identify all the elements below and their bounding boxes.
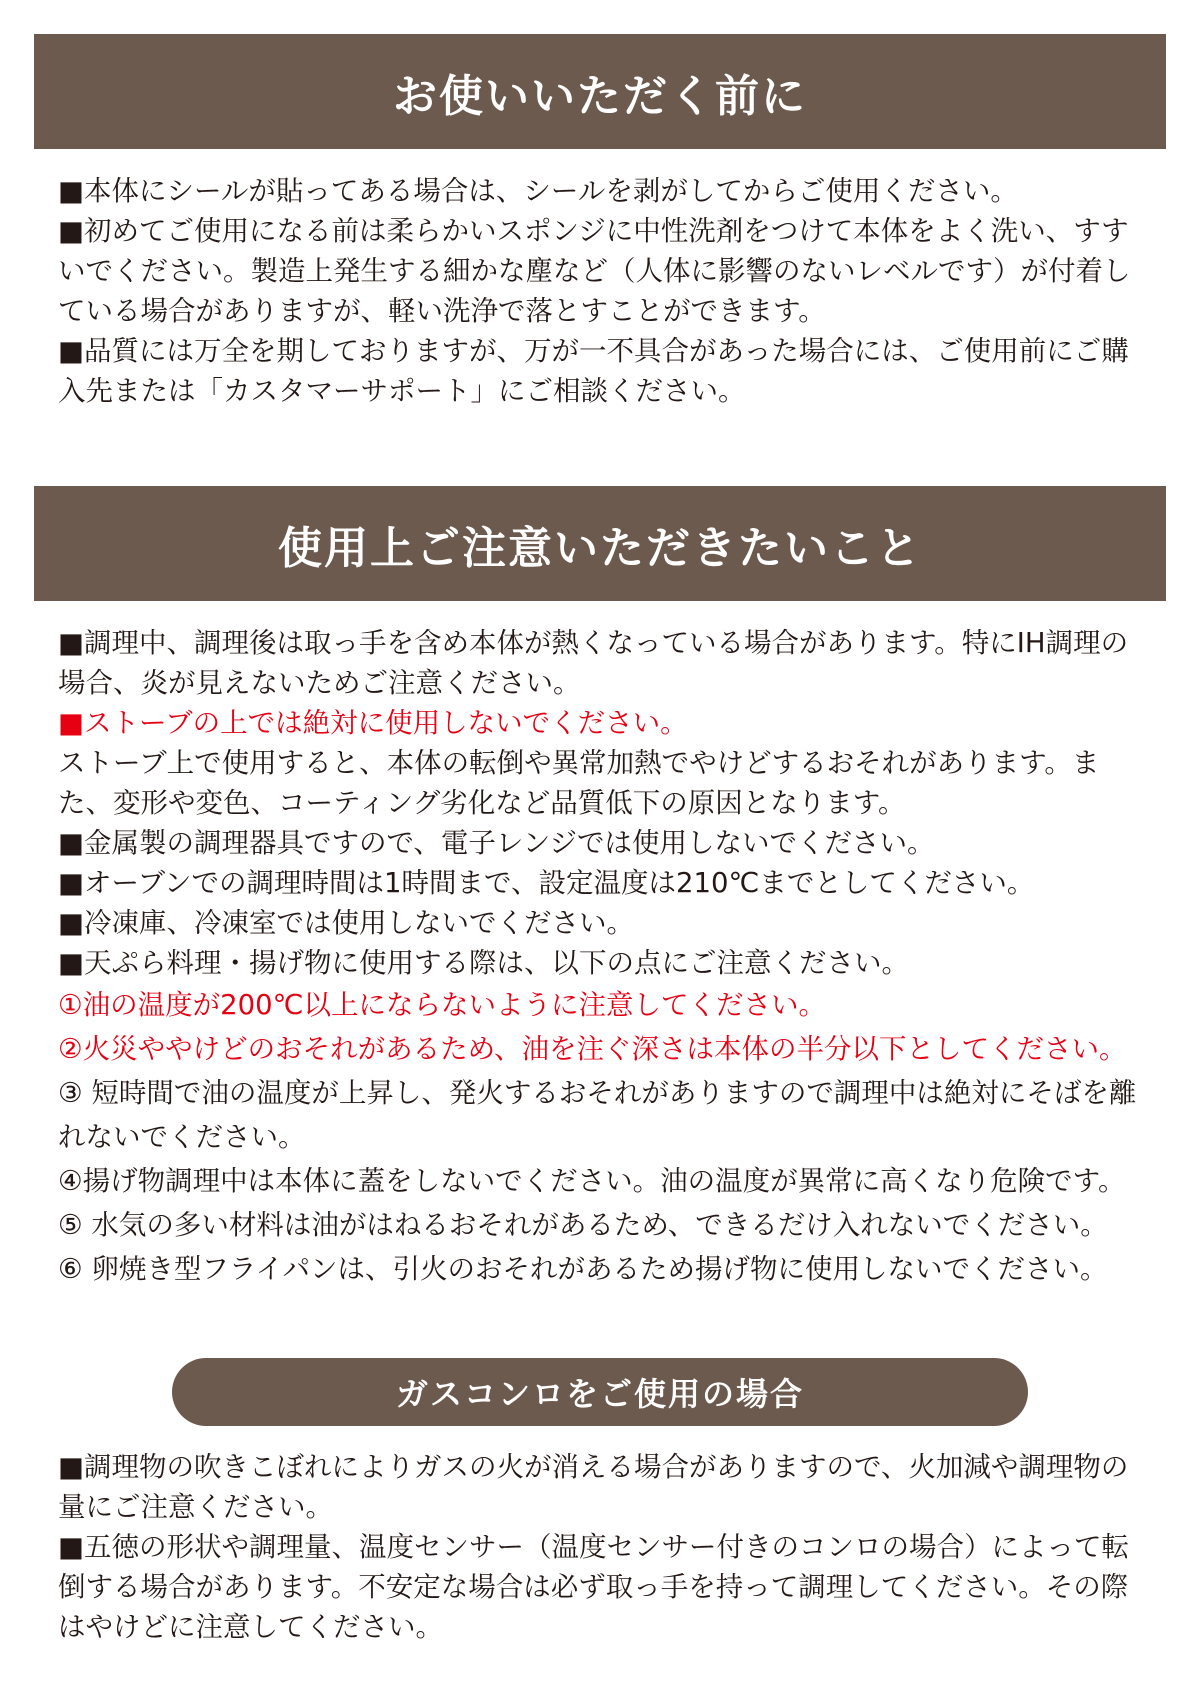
paragraph: ■初めてご使用になる前は柔らかいスポンジに中性洗剤をつけて本体をよく洗い、すすいでください。製造上発生する細かな塵など（人体に影響のないレベルです）が付着している場合がありますが、軽い洗浄で落とすことができます。: [58, 215, 1131, 327]
paragraph: ■調理物の吹きこぼれによりガスの火が消える場合がありますので、火加減や調理物の量にご注意ください。: [58, 1451, 1129, 1523]
paragraph: ■調理中、調理後は取っ手を含め本体が熱くなっている場合があります。特にIH調理の場合、炎が見えないためご注意ください。: [58, 627, 1129, 699]
before-use-text: [58, 171, 1148, 411]
paragraph: ■金属製の調理器具ですので、電子レンジでは使用しないでください。: [58, 827, 935, 859]
section-title: ガスコンロをご使用の場合: [395, 1375, 804, 1413]
numbered-item: ③ 短時間で油の温度が上昇し、発火するおそれがありますので調理中は絶対にそばを離れないでください。: [58, 1077, 1137, 1153]
paragraph: ■品質には万全を期しておりますが、万が一不具合があった場合には、ご使用前にご購入先または「カスタマーサポート」にご相談ください。: [58, 335, 1129, 407]
paragraph: ■本体にシールが貼ってある場合は、シールを剥がしてからご使用ください。: [58, 175, 1018, 207]
numbered-item: ④揚げ物調理中は本体に蓋をしないでください。油の温度が異常に高くなり危険です。: [58, 1165, 1126, 1197]
cautions-text: [58, 623, 1148, 1291]
stove-warning: ■ストーブの上では絶対に使用しないでください。: [58, 707, 688, 739]
section-title: 使用上ご注意いただきたいこと: [278, 522, 922, 574]
section-header-before-use: [34, 34, 1166, 149]
paragraph: ストーブ上で使用すると、本体の転倒や異常加熱でやけどするおそれがあります。また、変形や変色、コーティング劣化など品質低下の原因となります。: [58, 747, 1100, 819]
section-title: お使いいただく前に: [393, 70, 807, 122]
paragraph: ■オーブンでの調理時間は1時間まで、設定温度は210℃までとしてください。: [58, 867, 1035, 899]
section-header-cautions: [34, 486, 1166, 601]
section-header-gas-stove: [172, 1358, 1028, 1426]
numbered-item: ⑥ 卵焼き型フライパンは、引火のおそれがあるため揚げ物に使用しないでください。: [58, 1253, 1108, 1285]
paragraph: ■天ぷら料理・揚げ物に使用する際は、以下の点にご注意ください。: [58, 947, 909, 979]
numbered-item: ⑤ 水気の多い材料は油がはねるおそれがあるため、できるだけ入れないでください。: [58, 1209, 1108, 1241]
gas-stove-text: [58, 1447, 1148, 1647]
numbered-warning: ②火災ややけどのおそれがあるため、油を注ぐ深さは本体の半分以下としてください。: [58, 1033, 1127, 1065]
paragraph: ■冷凍庫、冷凍室では使用しないでください。: [58, 907, 634, 939]
paragraph: ■五徳の形状や調理量、温度センサー（温度センサー付きのコンロの場合）によって転倒する場合があります。不安定な場合は必ず取っ手を持って調理してください。その際はやけどに注意してください。: [58, 1531, 1129, 1643]
numbered-warning: ①油の温度が200℃以上にならないように注意してください。: [58, 989, 827, 1021]
